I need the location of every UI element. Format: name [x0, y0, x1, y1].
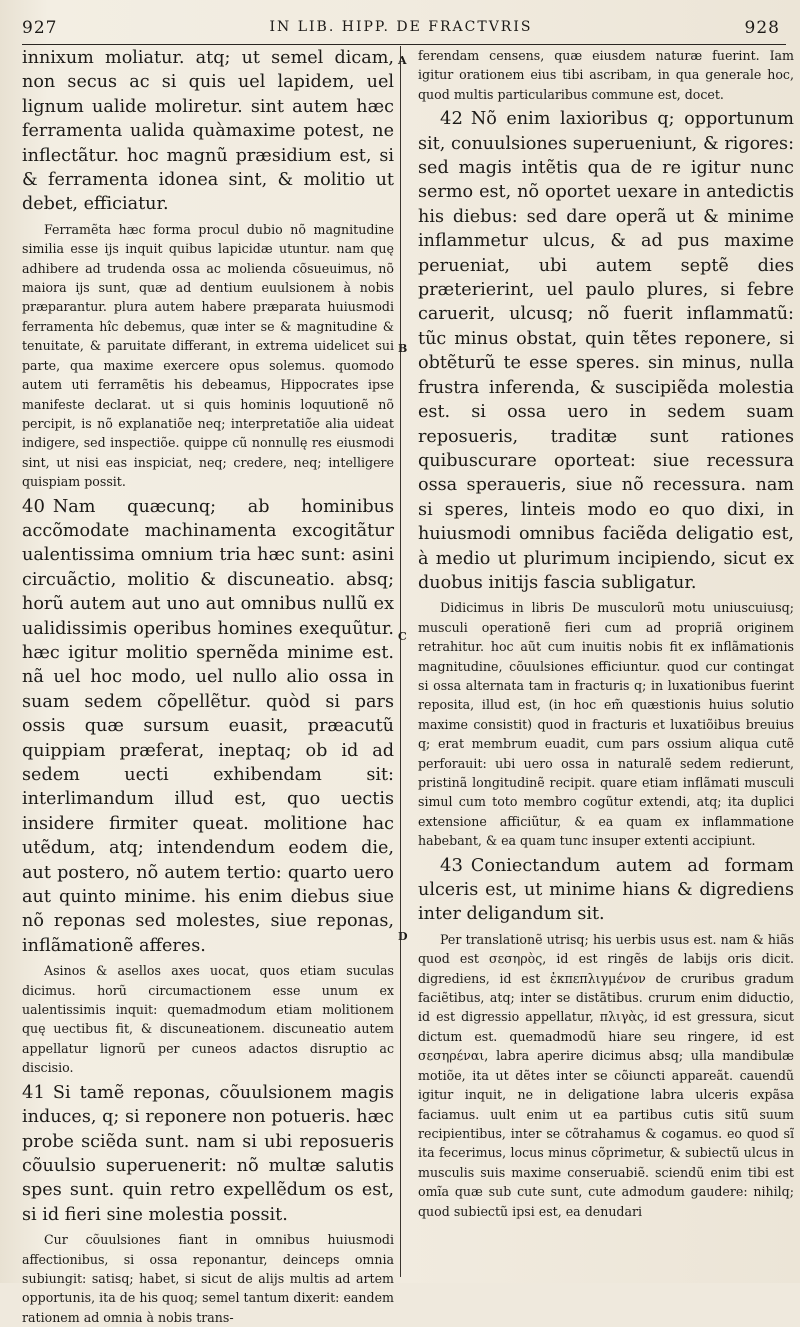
margin-letter-d: D — [398, 930, 408, 943]
margin-letter-b: B — [398, 342, 408, 355]
paragraph-text: Nam quæcunq; ab hominibus accõmodate machinamenta excogitãtur ualentissima omnium tria hæc sunt: asini circuãctio, molitio & discuneatio. absq; horũ autem aut uno aut omnibus nullũ ex ualidissimis operibus homines exequũtur. hæc igitur molitio spernẽda minime est. nã uel hoc modo, uel nullo alio ossa in suam sedem cõpellẽtur. quòd si pars ossis quæ sursum euasit, præacutũ quippiam præferat, ineptaq; ob id ad sedem uecti exhibendam sit: interlimandum illud est, quo uectis insidere firmiter queat. molitione hac utẽdum, atq; intendendum eodem die, aut postero, nõ autem tertio: quarto uero aut quinto minime. his enim diebus siue nõ reponas sed molestes, siue reponas, inflãmationẽ afferes. — [22, 496, 394, 956]
paragraph — [418, 46, 794, 104]
paragraph — [418, 107, 794, 595]
paragraph — [418, 598, 794, 850]
paragraph — [22, 961, 394, 1077]
paragraph — [418, 854, 794, 927]
running-title: IN LIB. HIPP. DE FRACTVRIS — [269, 19, 533, 35]
paragraph — [22, 1081, 394, 1227]
paragraph-text: innixum moliatur. atq; ut semel dicam, non secus ac si quis uel lapidem, uel lignum ualide moliretur. sint autem hæc ferramenta ualida quàmaxime potest, ne inflectãtur. hoc magnũ præsidium est, si & ferramenta idonea sint, & molitio ut debet, efficiatur. — [22, 48, 394, 215]
right-column — [418, 46, 794, 1283]
running-header — [22, 16, 780, 42]
paragraph-text: Ferramẽta hæc forma procul dubio nõ magnitudine similia esse ijs inquit quibus lapicidæ utuntur. nam quę adhibere ad trudenda ossa ac molienda cõsueuimus, nõ maiora ijs sunt, quæ ad dentium euulsionem à nobis præparantur. plura autem habere præparata huiusmodi ferramenta hîc debemus, quæ inter se & magnitudine & tenuitate, & paruitate differant, in extrema uidelicet sui parte, qua maxime exercere opus solemus. quomodo autem uti ferramẽtis his debeamus, Hippocrates ipse manifeste declarat. ut si quis hominis loquutionẽ nõ percipit, is nõ explanatiõe neq; interpretatiõe alia uideat indigere, sed inspectiõe. quippe cũ nonnullę res eiusmodi sint, ut nisi eas inspiciat, neq; credere, neq; intelligere quispiam possit. — [22, 221, 394, 490]
paragraph — [22, 1230, 394, 1327]
paragraph-text: Didicimus in libris De musculorũ motu uniuscuiusq; musculi operationẽ fieri cum ad propriã originem retrahitur. hoc aũt cum inuitis nobis fit ex inflãmationis magnitudine, cõuulsiones efficiuntur. quod cur contingat si ossa alternata tam in fracturis q; in luxationibus fuerint reposita, illud est, (in hoc em̃ quæstionis huius solutio maxime consistit) quod in fracturis et luxatiõibus breuius q; erat membrum euadit, cum pars ossium aliqua cutẽ perforauit: ubi uero ossa in naturalẽ sedem redierunt, pristinã longitudinẽ recipit. quare etiam inflãmati musculi simul cum toto membro cogũtur extendi, atq; ita duplici extensione afficiũtur, & ea quam ex inflammatione habebant, & ea quam tunc insuper extenti accipiunt. — [418, 600, 794, 849]
paragraph-text: Per translationẽ utrisq; his uerbis usus est. nam & hiãs quod est σεσηρὸς, id est ringẽs de labijs oris dicit. digrediens, id est ἐκπεπλιγμένον de cruribus gradum faciẽtibus, atq; inter se distãtibus. crurum enim diductio, id est digressio appellatur, πλιγὰς, id est gressura, sicut dictum est. quemadmodũ hiare seu ringere, id est σεσηρέναι, labra aperire dicimus absq; ulla mandibulæ motiõe, ita ut dẽtes inter se cõiuncti appareãt. cauendũ igitur inquit, ne in deligatione labra ulceris expãsa faciamus. uult enim ut ea partibus cutis sitũ suum recipientibus, inter se cõtrahamus & cogamus. eo quod sĩ ita fecerimus, locus minus cõprimetur, & subiectũ ulcus in musculis suis maxime conseruabiẽ. sciendũ enim tibi est omĩa quæ sub cute sunt, cute admodum gaudere: nihilq; quod subiectũ ipsi est, ea denudari — [418, 931, 794, 1219]
paragraph — [418, 930, 794, 1221]
section-number: 40 — [22, 495, 45, 517]
paragraph-text: Cur cõuulsiones fiant in omnibus huiusmodi affectionibus, si ossa reponantur, deinceps omnia subiungit: satisq; habet, si sicut de alijs multis ad artem opportunis, ita de his quoq; semel tantum dixerit: eandem rationem ad omnia à nobis trans- — [22, 1232, 394, 1325]
page-number-left: 927 — [22, 18, 58, 38]
paragraph-text: ferendam censens, quæ eiusdem naturæ fuerint. Iam igitur orationem eius tibi ascribam, in qua generale hoc, quod multis particularibus commune est, docet. — [418, 48, 794, 102]
paragraph-text: Si tamẽ reponas, cõuulsionem magis induces, q; si reponere non potueris. hæc probe sciẽda sunt. nam si ubi reposueris cõuulsio superuenerit: nõ multæ salutis spes sunt. quin retro expellẽdum os est, si id fieri sine molestia possit. — [22, 1082, 394, 1225]
paragraph — [22, 495, 394, 959]
paragraph-text: Asinos & asellos axes uocat, quos etiam suculas dicimus. horũ circumactionem esse unum ex ualentissimis inquit: quemadmodum etiam molitionem quę uectibus fit, & discuneationem. discuneatio autem appellatur lignorũ per cuneos adactos disruptio ac discisio. — [22, 963, 394, 1076]
section-number: 41 — [22, 1081, 45, 1103]
margin-letters — [400, 0, 418, 1283]
paragraph-text: Nõ enim laxioribus q; opportunum sit, conuulsiones superueniunt, & rigores: sed magis intẽtis qua de re igitur nunc sermo est, nõ oportet uexare in antedictis his diebus: sed dare operã ut & minime inflammetur ulcus, & ad pus maxime perueniat, ubi autem septẽ dies præterierint, uel paulo plures, si febre caruerit, ulcusq; nõ fuerit inflammatũ: tũc minus obstat, quin tẽtes reponere, si obtẽturũ te esse speres. sin minus, nulla frustra inferenda, & suscipiẽda molestia est. si ossa uero in sedem suam reposueris, traditæ sunt rationes quibuscurare oporteat: siue recessura ossa speraueris, siue nõ recessura. nam si speres, linteis modo eo quo dixi, in huiusmodi omnibus faciẽda deligatio est, à medio ut plurimum incipiendo, sicut ex duobus initijs fascia subligatur. — [418, 109, 794, 593]
column-divider — [400, 46, 401, 1277]
margin-letter-a: A — [398, 54, 407, 67]
paragraph — [22, 220, 394, 492]
header-rule — [22, 44, 786, 45]
section-number: 42 — [440, 108, 463, 130]
paragraph — [22, 46, 394, 217]
page-number-right: 928 — [744, 18, 780, 38]
margin-letter-c: C — [398, 630, 407, 643]
section-number: 43 — [440, 854, 463, 876]
paragraph-text: Coniectandum autem ad formam ulceris est, ut minime hians & digrediens inter deligandum sit. — [418, 855, 794, 925]
left-column — [22, 46, 394, 1325]
